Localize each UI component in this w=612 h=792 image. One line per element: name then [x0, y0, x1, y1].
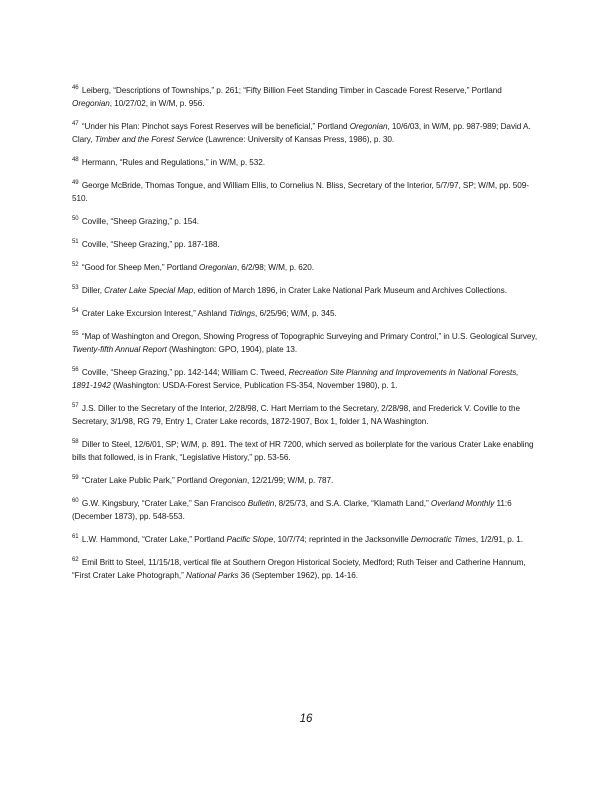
footnote-title: Oregonian — [199, 263, 237, 272]
footnote-text: 36 (September 1962), pp. 14-16. — [238, 571, 359, 580]
footnote-text: , 8/25/73, and S.A. Clarke, “Klamath Land,” — [274, 499, 431, 508]
footnote-text: , 6/25/96; W/M, p. 345. — [255, 309, 337, 318]
footnote-title: Oregonian — [209, 476, 248, 485]
footnote-48 — [72, 156, 538, 169]
footnote-number: 47 — [72, 121, 79, 127]
footnote-47 — [72, 120, 538, 146]
footnote-number: 58 — [72, 439, 79, 445]
footnote-number: 51 — [72, 239, 79, 245]
footnote-number: 48 — [72, 157, 79, 163]
footnote-number: 61 — [72, 534, 79, 540]
footnote-text: , 6/2/98; W/M, p. 620. — [236, 263, 315, 272]
footnote-50 — [72, 215, 538, 228]
footnote-46 — [72, 84, 538, 110]
footnote-text: , 1/2/91, p. 1. — [475, 535, 523, 544]
footnote-text: Coville, “Sheep Grazing,” pp. 142-144; William C. Tweed, — [81, 368, 289, 377]
footnote-title: Oregonian — [349, 122, 388, 131]
footnote-title: Bulletin — [247, 499, 275, 508]
footnote-text: Crater Lake Excursion Interest,” Ashland — [81, 309, 230, 318]
footnote-text: 11:6 (December 1873), pp. 548-553. — [72, 499, 512, 521]
footnote-number: 54 — [72, 308, 79, 314]
footnote-57 — [72, 402, 538, 428]
footnote-number: 56 — [72, 367, 79, 373]
footnote-text: , 12/21/99; W/M, p. 787. — [247, 476, 334, 485]
footnote-text: “Crater Lake Public Park,” Portland — [81, 476, 210, 485]
footnote-55 — [72, 330, 538, 356]
footnote-62 — [72, 556, 538, 582]
footnote-title: Twenty-fifth Annual Report — [72, 345, 167, 354]
footnote-number: 49 — [72, 180, 79, 186]
footnote-60 — [72, 497, 538, 523]
footnote-title: Tidings — [229, 309, 256, 318]
footnote-title: Oregonian — [72, 99, 110, 108]
footnote-text: J.S. Diller to the Secretary of the Interior, 2/28/98, C. Hart Merriam to the Secretary, 2/28/98, and Frederick V. Coville to the Secretary, 3/1/98, RG 79, Entry 1, Crater Lake records, 1872-1907, Box 1, folder 1, NA Washington. — [72, 404, 520, 426]
footnote-text: Emil Britt to Steel, 11/15/18, vertical file at Southern Oregon Historical Society, Medford; Ruth Teiser and Catherine Hannum, “First Crater Lake Photograph,” — [72, 558, 526, 580]
footnote-61 — [72, 533, 538, 546]
footnote-number: 60 — [72, 498, 79, 504]
footnote-title: Recreation Site Planning and Improvements in National Forests, 1891-1942 — [72, 368, 519, 390]
footnote-title: Timber and the Forest Service — [94, 135, 204, 144]
page-number: 16 — [299, 713, 313, 725]
footnote-number: 59 — [72, 475, 79, 481]
footnote-text: Diller to Steel, 12/6/01, SP; W/M, p. 891. The text of HR 7200, which served as boilerplate for the various Crater Lake enabling bills that followed, is in Frank, “Legislative History,” pp. 53-56. — [72, 440, 534, 462]
footnote-text: Hermann, “Rules and Regulations,” in W/M, p. 532. — [81, 158, 266, 167]
footnote-text: (Washington: GPO, 1904), plate 13. — [166, 345, 298, 354]
footnote-51 — [72, 238, 538, 251]
footnote-number: 46 — [72, 85, 79, 91]
footnote-53 — [72, 284, 538, 297]
footnote-58 — [72, 438, 538, 464]
footnote-56 — [72, 366, 538, 392]
footnote-number: 52 — [72, 262, 79, 268]
footnote-49 — [72, 179, 538, 205]
footnote-text: (Washington: USDA-Forest Service, Publication FS-354, November 1980), p. 1. — [110, 381, 398, 390]
footnote-text: , edition of March 1896, in Crater Lake National Park Museum and Archives Collections. — [193, 286, 507, 295]
footnotes-list — [72, 84, 538, 592]
footnote-title: Overland Monthly — [430, 499, 495, 508]
footnote-number: 53 — [72, 285, 79, 291]
footnote-text: Leiberg, “Descriptions of Townships,” p. 261; “Fifty Billion Feet Standing Timber in Cascade Forest Reserve,” Portland — [81, 86, 502, 95]
footnote-text: “Under his Plan: Pinchot says Forest Reserves will be beneficial,” Portland — [81, 122, 350, 131]
footnote-text: “Good for Sheep Men,” Portland — [81, 263, 200, 272]
footnote-text: , 10/6/03, in W/M, pp. 987-989; David A. Clary, — [72, 122, 531, 144]
footnote-text: G.W. Kingsbury, “Crater Lake,” San Francisco — [81, 499, 248, 508]
footnote-text: (Lawrence: University of Kansas Press, 1986), p. 30. — [203, 135, 395, 144]
footnote-title: Pacific Slope — [226, 535, 274, 544]
footnote-text: “Map of Washington and Oregon, Showing Progress of Topographic Surveying and Primary Control,” in U.S. Geological Survey, — [81, 332, 538, 341]
footnote-text: , 10/27/02, in W/M, p. 956. — [109, 99, 205, 108]
footnote-number: 55 — [72, 331, 79, 337]
footnote-52 — [72, 261, 538, 274]
footnote-text: Coville, “Sheep Grazing,” pp. 187-188. — [81, 240, 220, 249]
footnote-title: National Parks — [185, 571, 239, 580]
footnote-number: 57 — [72, 403, 79, 409]
footnote-text: L.W. Hammond, “Crater Lake,” Portland — [81, 535, 227, 544]
footnote-59 — [72, 474, 538, 487]
footnote-54 — [72, 307, 538, 320]
footnote-text: Coville, “Sheep Grazing,” p. 154. — [81, 217, 199, 226]
footnote-text: Diller, — [81, 286, 105, 295]
footnote-number: 50 — [72, 216, 79, 222]
footnote-text: George McBride, Thomas Tongue, and William Ellis, to Cornelius N. Bliss, Secretary of the Interior, 5/7/97, SP; W/M, pp. 509-510. — [72, 181, 529, 203]
footnote-text: , 10/7/74; reprinted in the Jacksonville — [273, 535, 411, 544]
footnote-number: 62 — [72, 557, 79, 563]
footnote-title: Crater Lake Special Map — [104, 286, 194, 295]
footnote-title: Democratic Times — [410, 535, 476, 544]
